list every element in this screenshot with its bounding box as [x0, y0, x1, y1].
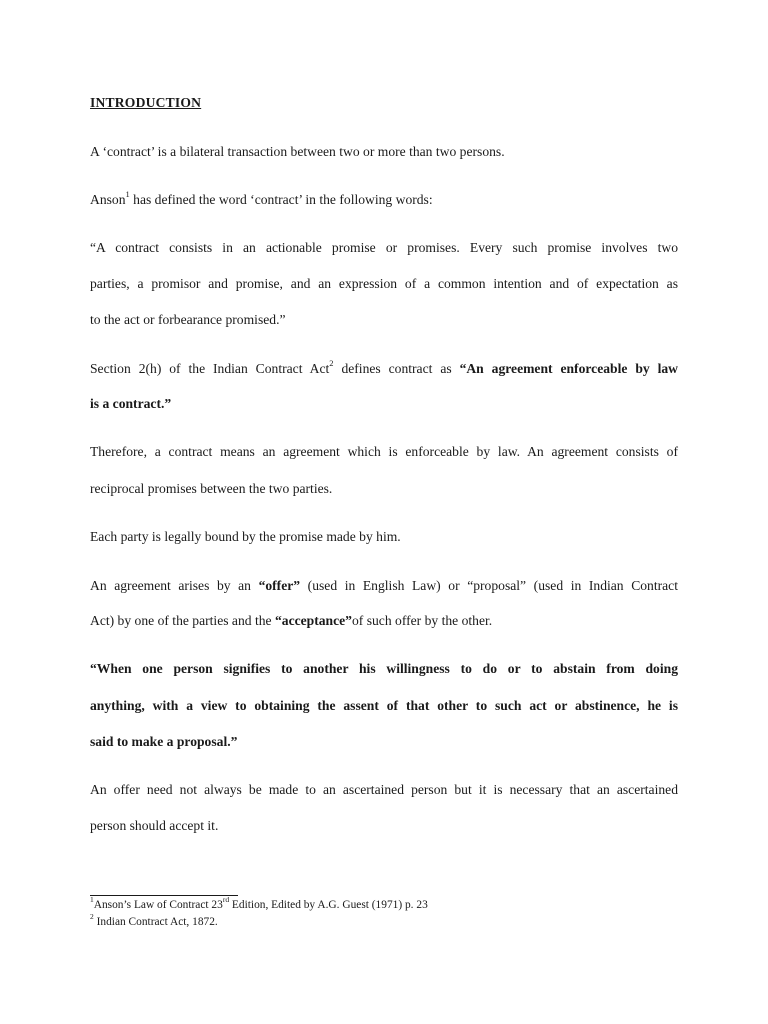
- offer-term: “offer”: [258, 578, 301, 593]
- proposal-line-1: “When one person signifies to another his willingness to do or to abstain from doing: [90, 661, 678, 676]
- offer-line-2: person should accept it.: [90, 818, 219, 833]
- paragraph-each-party: Each party is legally bound by the promise made by him.: [90, 529, 401, 544]
- agreement-text-a: An agreement arises by an: [90, 578, 259, 593]
- footnote-1-sup: rd: [222, 895, 230, 905]
- section-bold-2: is a contract.”: [90, 396, 172, 411]
- agreement-text-b: (used in English Law) or “proposal” (used in Indian Contract: [300, 578, 678, 593]
- agreement-text-c: Act) by one of the parties and the: [90, 613, 275, 628]
- section-2h-line-1: [90, 360, 678, 378]
- footnote-ref-1: 1: [125, 189, 130, 200]
- section-bold-1: “An agreement enforceable by law: [459, 361, 678, 376]
- proposal-line-2: anything, with a view to obtaining the assent of that other to such act or abstinence, he is: [90, 698, 678, 713]
- section-2h-line-2: [90, 395, 678, 413]
- section-text-a: Section 2(h) of the Indian Contract Act: [90, 361, 330, 376]
- footnote-1: [90, 895, 428, 912]
- anson-text-b: has defined the word ‘contract’ in the following words:: [129, 192, 433, 207]
- footnote-1-number: 1: [90, 895, 94, 905]
- section-text-b: defines contract as: [333, 361, 460, 376]
- section-heading: INTRODUCTION: [90, 95, 202, 110]
- footnote-1-text-b: Edition, Edited by A.G. Guest (1971) p. 23: [229, 899, 428, 911]
- offer-line-1: An offer need not always be made to an ascertained person but it is necessary that an ascertained: [90, 782, 678, 797]
- anson-text-a: Anson: [90, 192, 126, 207]
- proposal-line-3: said to make a proposal.”: [90, 734, 238, 749]
- paragraph-definition: A ‘contract’ is a bilateral transaction between two or more than two persons.: [90, 144, 505, 159]
- agreement-line-2: [90, 612, 678, 630]
- quote-line-1: “A contract consists in an actionable promise or promises. Every such promise involves two: [90, 240, 678, 255]
- quote-line-2: parties, a promisor and promise, and an expression of a common intention and of expectation as: [90, 276, 678, 291]
- footnote-ref-2: 2: [329, 358, 334, 369]
- acceptance-term: “acceptance”: [274, 613, 352, 628]
- agreement-text-d: of such offer by the other.: [351, 613, 493, 628]
- footnote-2-text: Indian Contract Act, 1872.: [93, 916, 218, 928]
- footnote-2: [90, 912, 218, 929]
- quote-line-3: to the act or forbearance promised.”: [90, 312, 286, 327]
- therefore-line-1: Therefore, a contract means an agreement which is enforceable by law. An agreement consists of: [90, 444, 678, 459]
- footnote-1-text-a: Anson’s Law of Contract 23: [93, 899, 223, 911]
- footnote-2-number: 2: [90, 912, 94, 922]
- therefore-line-2: reciprocal promises between the two parties.: [90, 481, 333, 496]
- agreement-line-1: [90, 577, 678, 595]
- footnote-separator: [90, 895, 238, 896]
- paragraph-anson: [90, 191, 678, 209]
